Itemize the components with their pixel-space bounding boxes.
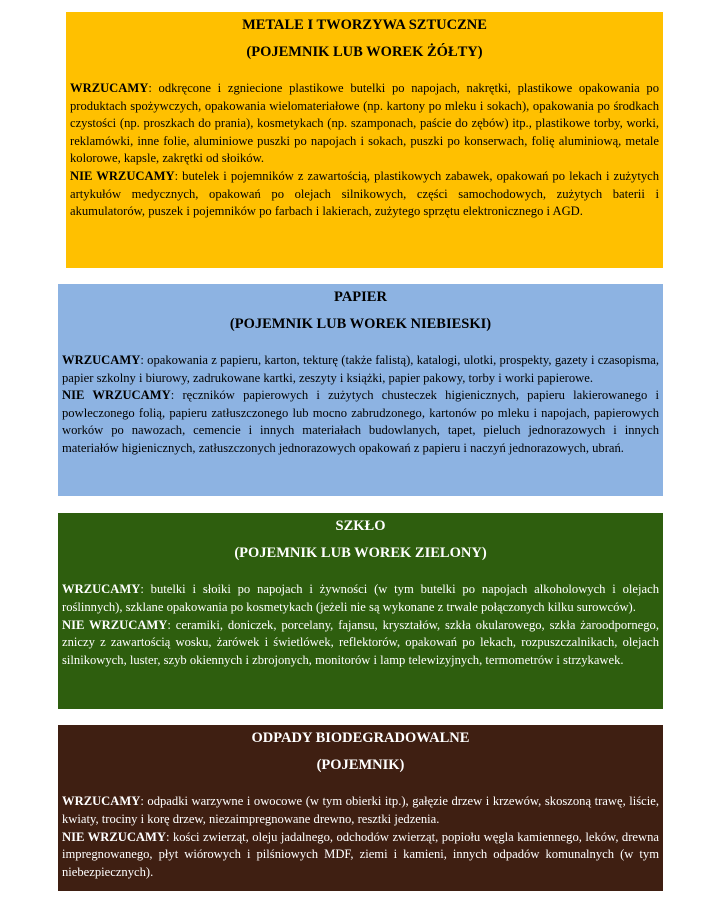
section-body: [62, 581, 659, 670]
allowed-text: : odpadki warzywne i owocowe (w tym obierki itp.), gałęzie drzew i krzewów, skoszoną trawę, liście, kwiaty, trociny i korę drzew, niezaimpregnowane drewno, resztki jedzenia.: [62, 794, 659, 826]
section-body: [62, 352, 659, 458]
section-title: SZKŁO: [335, 518, 386, 534]
forbidden-text: : butelek i pojemników z zawartością, plastikowych zabawek, opakowań po lekach i zużytych artykułów medycznych, opakowań po olejach silnikowych, części samochodowych, zużytych baterii i akumulatorów, puszek i pojemników po farbach i lakierach, zużytego sprzętu elektronicznego i AGD.: [70, 168, 659, 219]
forbidden-paragraph: [70, 168, 659, 221]
forbidden-text: : ręczników papierowych i zużytych chusteczek higienicznych, papieru lakierowanego i powleczonego folią, papieru zatłuszczonego lub mocno zabrudzonego, kartonów po mleku i napojach, papierowych worków po nawozach, cemencie i innych materiałach budowlanych, tapet, pieluch jednorazowych i innych materiałów higienicznych, zatłuszczonych jednorazowych opakowań z papieru i naczyń jednorazowych, ubrań.: [62, 388, 659, 455]
allowed-label: WRZUCAMY: [62, 582, 141, 596]
section-metals-plastics: [66, 12, 663, 268]
allowed-label: WRZUCAMY: [62, 353, 141, 367]
section-subtitle: (POJEMNIK LUB WOREK NIEBIESKI): [229, 316, 492, 332]
allowed-text: : opakowania z papieru, karton, tekturę (także falistą), katalogi, ulotki, prospekty, gazety i czasopisma, papier szkolny i biurowy, zadrukowane kartki, zeszyty i książki, papier pakowy, torby i worki papierowe.: [62, 353, 659, 385]
allowed-text: : butelki i słoiki po napojach i żywności (w tym butelki po napojach alkoholowych i olejach roślinnych), szklane opakowania po kosmetykach (jeżeli nie są wykonane z trwale połączonych kilku surowców).: [62, 582, 659, 614]
allowed-paragraph: [62, 352, 659, 387]
section-body: [62, 793, 659, 882]
section-title: ODPADY BIODEGRADOWALNE: [251, 730, 470, 746]
forbidden-label: NIE WRZUCAMY: [62, 617, 168, 632]
section-biodegradable: [58, 725, 663, 891]
allowed-paragraph: [62, 581, 659, 617]
section-title: PAPIER: [334, 289, 387, 305]
section-subtitle: (POJEMNIK LUB WOREK ZIELONY): [234, 545, 487, 561]
forbidden-text: : kości zwierząt, oleju jadalnego, odchodów zwierząt, popiołu węgla kamiennego, leków, drewna impregnowanego, płyt wiórowych i pilśniowych MDF, ziemi i kamieni, innych odpadów komunalnych (w tym niebezpiecznych).: [62, 829, 659, 880]
allowed-text: : odkręcone i zgniecione plastikowe butelki po napojach, nakrętki, plastikowe opakowania po produktach spożywczych, opakowania wielomateriałowe (np. kartony po mleku i sokach), opakowania po środkach czystości (np. proszkach do prania), kosmetykach (np. szamponach, paście do zębów) itp., plastikowe torby, worki, reklamówki, inne folie, aluminiowe puszki po napojach i sokach, puszki po konserwach, folię aluminiową, metale kolorowe, kapsle, zakrętki od słoików.: [70, 81, 659, 166]
section-subtitle: (POJEMNIK): [316, 757, 405, 773]
forbidden-text: : ceramiki, doniczek, porcelany, fajansu, kryształów, szkła okularowego, szkła żaroodpornego, zniczy z zawartością wosku, żarówek i świetlówek, reflektorów, opakowań po lekach, rozpuszczalnikach, olejach silnikowych, luster, szyb okiennych i zbrojonych, monitorów i lamp telewizyjnych, termometrów i strzykawek.: [62, 617, 659, 668]
forbidden-paragraph: [62, 617, 659, 670]
section-subtitle: (POJEMNIK LUB WOREK ŻÓŁTY): [246, 44, 483, 60]
allowed-paragraph: [70, 80, 659, 168]
section-title: METALE I TWORZYWA SZTUCZNE: [242, 17, 487, 33]
forbidden-paragraph: [62, 387, 659, 457]
allowed-label: WRZUCAMY: [70, 81, 149, 95]
forbidden-label: NIE WRZUCAMY: [62, 829, 166, 844]
section-glass: [58, 513, 663, 709]
section-paper: [58, 284, 663, 496]
forbidden-label: NIE WRZUCAMY: [62, 388, 171, 403]
section-body: [70, 80, 659, 221]
allowed-label: WRZUCAMY: [62, 794, 141, 808]
forbidden-paragraph: [62, 829, 659, 882]
allowed-paragraph: [62, 793, 659, 829]
forbidden-label: NIE WRZUCAMY: [70, 168, 175, 183]
